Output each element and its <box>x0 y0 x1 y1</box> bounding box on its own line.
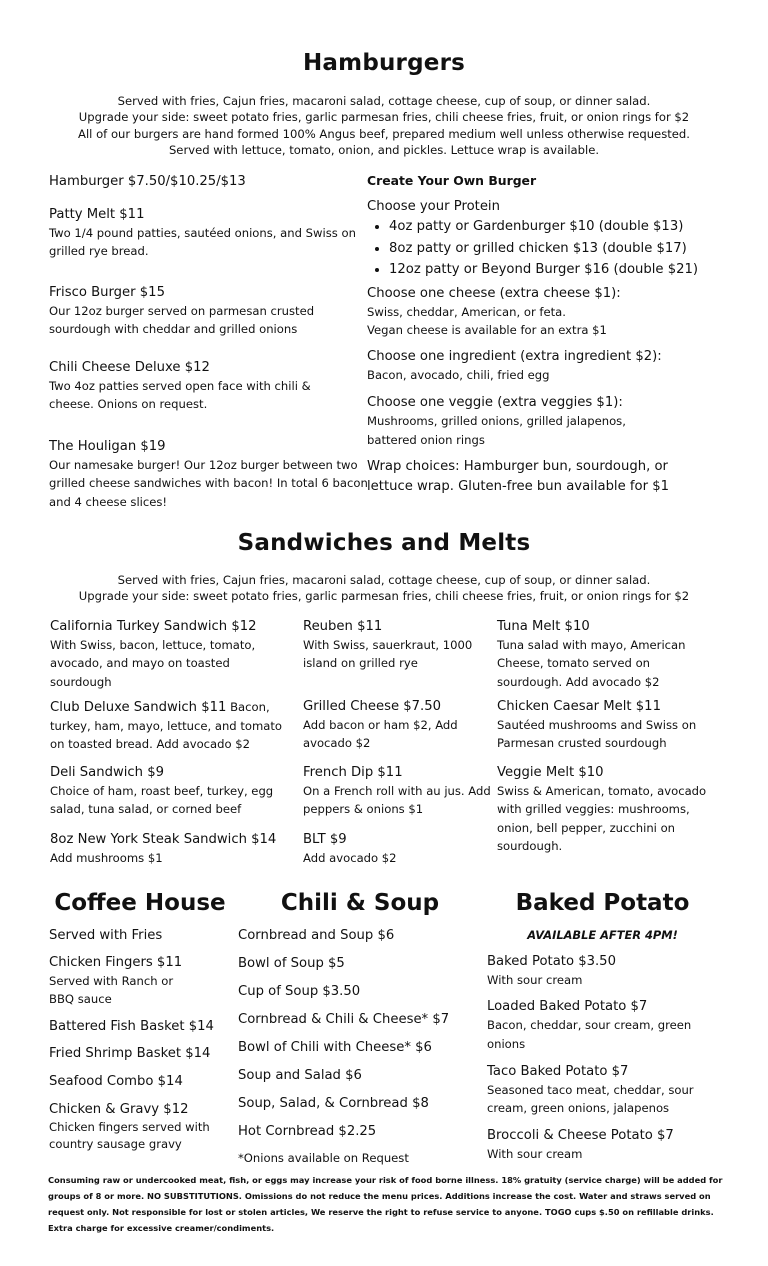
item-desc: Two 4oz patties served open face with chili & cheese. Onions on request. <box>49 379 311 412</box>
ingredient-desc: Bacon, avocado, chili, fried egg <box>367 368 550 383</box>
item-desc: With Swiss, sauerkraut, 1000 island on grilled rye <box>303 638 473 671</box>
item-name: Loaded Baked Potato $7 <box>487 999 648 1015</box>
item-name: Patty Melt $11 <box>49 207 145 222</box>
item-name: Reuben $11 <box>303 619 383 634</box>
item-name: Frisco Burger $15 <box>49 285 165 300</box>
item-name: Veggie Melt $10 <box>497 765 604 780</box>
item-name: Baked Potato $3.50 <box>487 954 616 969</box>
item-patty-melt <box>49 206 359 261</box>
sandwiches-intro <box>0 572 768 605</box>
create-your-own-burger <box>367 173 712 497</box>
intro-line: Upgrade your side: sweet potato fries, garlic parmesan fries, chili cheese fries, fruit, or onion rings for $2 <box>78 589 690 604</box>
item-name: Tuna Melt $10 <box>497 619 590 634</box>
baked-potato-title: Baked Potato <box>515 890 690 916</box>
item-seafood-combo: Seafood Combo $14 <box>49 1073 183 1089</box>
item-desc: Sautéed mushrooms and Swiss on Parmesan crusted sourdough <box>497 718 697 751</box>
protein-label: Choose your Protein <box>367 199 500 214</box>
item-ny-steak-sandwich <box>50 831 300 867</box>
item-name: Club Deluxe Sandwich $11 <box>50 700 227 715</box>
coffee-house-section <box>49 927 229 1153</box>
item-desc: On a French roll with au jus. Add peppers & onions $1 <box>303 784 491 817</box>
item-taco-baked-potato <box>487 1063 712 1118</box>
menu-item: Cornbread & Chili & Cheese* $7 <box>238 1012 450 1027</box>
protein-option: • 8oz patty or grilled chicken $13 (double $17) <box>389 238 712 260</box>
item-name: California Turkey Sandwich $12 <box>50 619 257 634</box>
item-name: French Dip $11 <box>303 765 403 780</box>
item-desc: Seasoned taco meat, cheddar, sour cream, green onions, jalapenos <box>487 1082 694 1116</box>
intro-line: Served with fries, Cajun fries, macaroni salad, cottage cheese, cup of soup, or dinner salad. <box>117 573 651 587</box>
footer-disclaimer: Consuming raw or undercooked meat, fish, or eggs may increase your risk of food borne illness. 18% gratuity (service charge) will be added for groups of 8 or more. NO SUBSTITUTIONS. Omissions do not reduce the menu prices. Additions increase the cost. Water and straws served on request only. Not responsible for lost or stolen articles, We reserve the right to refuse service to anyone. TOGO cups $.50 on refillable drinks. Extra charge for excessive creamer/condiments. <box>48 1175 723 1233</box>
sandwiches-title: Sandwiches and Melts <box>237 530 531 556</box>
item-chicken-gravy <box>49 1101 229 1153</box>
item-baked-potato <box>487 953 712 989</box>
wrap-choices: Wrap choices: Hamburger bun, sourdough, or lettuce wrap. Gluten-free bun available for $1 <box>367 458 670 494</box>
item-broccoli-cheese-potato <box>487 1127 712 1163</box>
item-name: 8oz New York Steak Sandwich $14 <box>50 832 277 847</box>
item-name: Chili Cheese Deluxe $12 <box>49 360 210 375</box>
item-desc: Add mushrooms $1 <box>50 851 163 865</box>
item-desc: Our 12oz burger served on parmesan crusted sourdough with cheddar and grilled onions <box>49 304 315 337</box>
item-name: Broccoli & Cheese Potato $7 <box>487 1128 674 1144</box>
protein-option: • 12oz patty or Beyond Burger $16 (double $21) <box>389 259 712 281</box>
item-chicken-caesar-melt <box>497 698 707 753</box>
item-desc: Swiss & American, tomato, avocado with grilled veggies: mushrooms, onion, bell pepper, zucchini on sourdough. <box>497 784 707 853</box>
item-desc: With Swiss, bacon, lettuce, tomato, avocado, and mayo on toasted sourdough <box>50 638 256 689</box>
item-desc: Served with Ranch or BBQ sauce <box>49 974 174 1007</box>
chili-soup-title: Chili & Soup <box>280 890 440 916</box>
intro-line: Upgrade your side: sweet potato fries, garlic parmesan fries, chili cheese fries, fruit, or onion rings for $2 <box>78 110 690 125</box>
item-french-dip <box>303 764 493 819</box>
menu-item: Hot Cornbread $2.25 <box>238 1124 377 1139</box>
menu-item: Bowl of Soup $5 <box>238 956 345 971</box>
create-title: Create Your Own Burger <box>367 173 537 188</box>
item-fried-shrimp: Fried Shrimp Basket $14 <box>49 1045 211 1061</box>
item-name: Chicken Fingers $11 <box>49 955 183 970</box>
menu-item: Bowl of Chili with Cheese* $6 <box>238 1040 432 1055</box>
served-with-fries: Served with Fries <box>49 928 163 943</box>
menu-item: Cup of Soup $3.50 <box>238 984 361 999</box>
veggie-desc: Mushrooms, grilled onions, grilled jalapenos, battered onion rings <box>367 414 626 447</box>
item-desc: Tuna salad with mayo, American Cheese, tomato served on sourdough. Add avocado $2 <box>497 638 686 689</box>
item-name: BLT $9 <box>303 832 347 847</box>
chili-soup-section <box>238 927 478 1167</box>
item-desc: Bacon, cheddar, sour cream, green onions <box>487 1018 692 1051</box>
item-battered-fish: Battered Fish Basket $14 <box>49 1018 214 1034</box>
item-name: Deli Sandwich $9 <box>50 765 164 780</box>
item-desc: Our namesake burger! Our 12oz burger between two grilled cheese sandwiches with bacon! In total 6 bacon and 4 cheese slices! <box>49 458 368 509</box>
intro-line: Served with fries, Cajun fries, macaroni salad, cottage cheese, cup of soup, or dinner salad. <box>117 94 651 108</box>
item-name: Grilled Cheese $7.50 <box>303 699 442 714</box>
veggie-label: Choose one veggie (extra veggies $1): <box>367 395 623 411</box>
item-desc: Bacon, turkey, ham, mayo, lettuce, and tomato on toasted bread. Add avocado $2 <box>50 700 283 752</box>
item-grilled-cheese <box>303 698 483 753</box>
item-name: Chicken Caesar Melt $11 <box>497 699 661 714</box>
item-veggie-melt <box>497 764 725 855</box>
ingredient-label: Choose one ingredient (extra ingredient $2): <box>367 349 662 365</box>
available-after-4pm: AVAILABLE AFTER 4PM! <box>527 928 678 942</box>
item-desc: With sour cream <box>487 1147 583 1162</box>
item-blt <box>303 831 483 867</box>
item-name: Taco Baked Potato $7 <box>487 1063 629 1079</box>
item-desc: With sour cream <box>487 973 583 987</box>
item-chicken-fingers <box>49 954 229 1009</box>
item-deli-sandwich <box>50 764 300 819</box>
item-california-turkey <box>50 618 290 691</box>
item-tuna-melt <box>497 618 707 691</box>
item-name: Chicken & Gravy $12 <box>49 1101 189 1117</box>
protein-list <box>367 216 712 281</box>
item-desc: Add avocado $2 <box>303 851 397 865</box>
item-reuben <box>303 618 483 673</box>
menu-item: Cornbread and Soup $6 <box>238 928 395 943</box>
cheese-desc: Swiss, cheddar, American, or feta. <box>367 304 566 319</box>
intro-line: All of our burgers are hand formed 100% Angus beef, prepared medium well unless otherwise requested. <box>78 126 690 141</box>
protein-option: • 4oz patty or Gardenburger $10 (double $13) <box>389 216 712 238</box>
item-club-deluxe <box>50 698 300 754</box>
baked-potato-section <box>487 953 712 1164</box>
item-desc: Chicken fingers served with country sausage gravy <box>49 1119 210 1151</box>
cheese-vegan: Vegan cheese is available for an extra $1 <box>367 322 607 337</box>
item-desc: Choice of ham, roast beef, turkey, egg salad, tuna salad, or corned beef <box>50 784 274 817</box>
item-desc: Add bacon or ham $2, Add avocado $2 <box>303 718 458 751</box>
hamburgers-title: Hamburgers <box>302 50 465 76</box>
item-desc: Two 1/4 pound patties, sautéed onions, and Swiss on grilled rye bread. <box>49 226 356 259</box>
hamburgers-intro <box>0 93 768 158</box>
item-hamburger: Hamburger $7.50/$10.25/$13 <box>49 174 246 189</box>
menu-item: Soup, Salad, & Cornbread $8 <box>238 1096 429 1111</box>
coffee-house-title: Coffee House <box>54 890 226 916</box>
cheese-label: Choose one cheese (extra cheese $1): <box>367 285 621 301</box>
menu-item: Soup and Salad $6 <box>238 1068 362 1083</box>
item-chili-cheese-deluxe <box>49 359 349 414</box>
item-name: The Houligan $19 <box>49 439 166 454</box>
item-loaded-baked-potato <box>487 998 712 1053</box>
item-club-text <box>50 698 300 754</box>
item-the-houligan <box>49 438 369 511</box>
onions-note: *Onions available on Request <box>238 1151 409 1165</box>
item-frisco-burger <box>49 284 359 339</box>
intro-line: Served with lettuce, tomato, onion, and pickles. Lettuce wrap is available. <box>168 142 600 157</box>
